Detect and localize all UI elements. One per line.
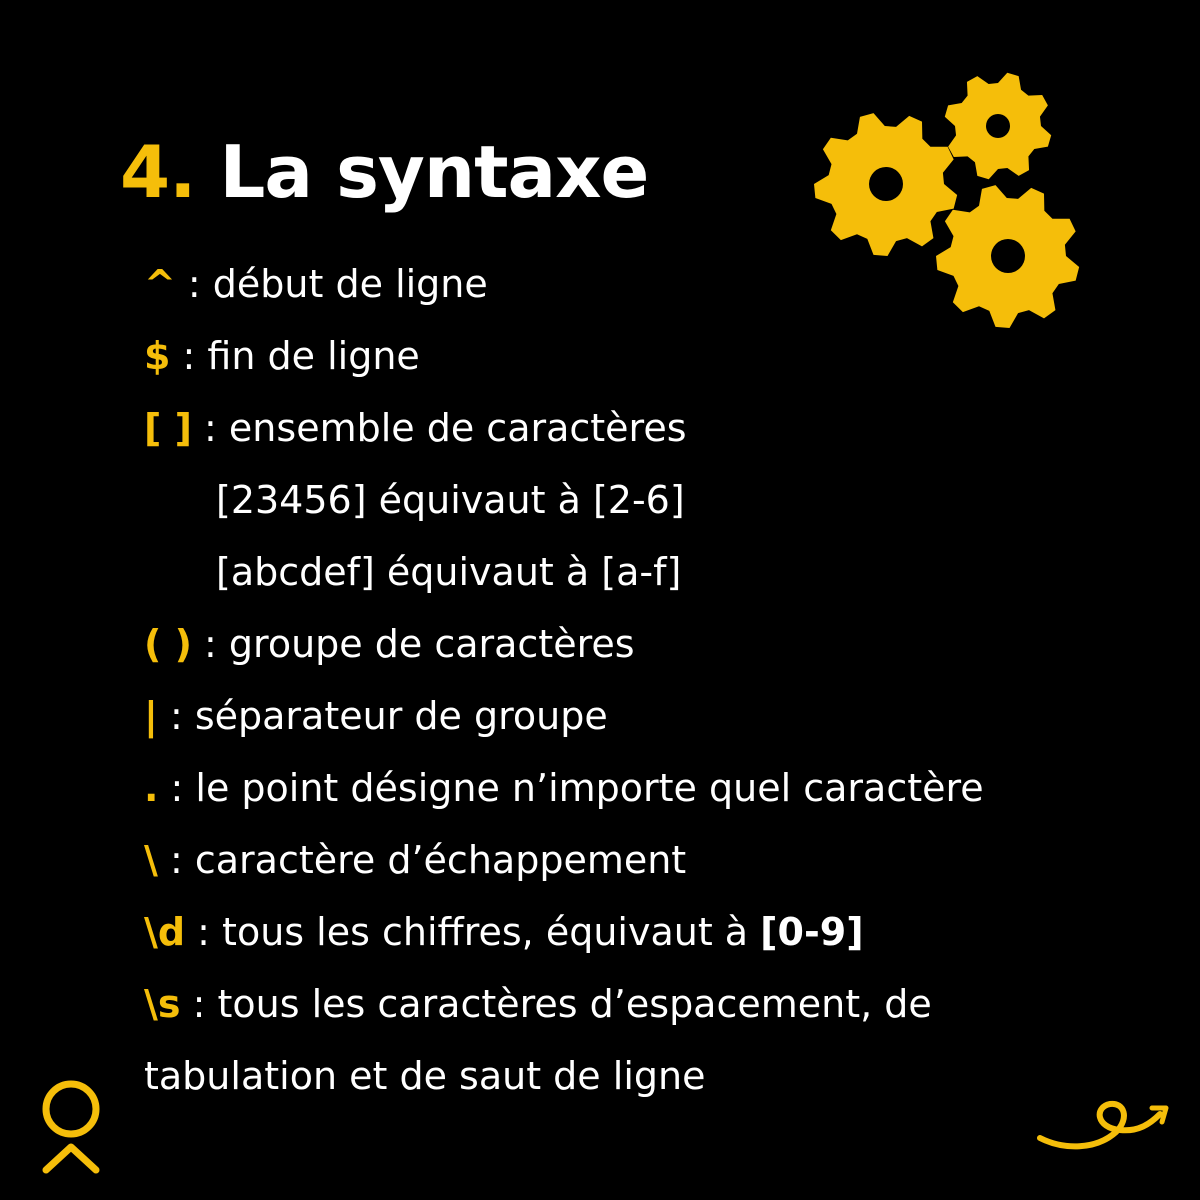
title-number: 4.	[120, 130, 196, 214]
gear-large-icon	[814, 113, 957, 256]
syntax-description: tabulation et de saut de ligne	[144, 1054, 706, 1098]
syntax-example-digits	[144, 464, 1164, 536]
syntax-example-text: [abcdef] équivaut à [a-f]	[216, 550, 682, 594]
syntax-description: : début de ligne	[175, 262, 488, 306]
syntax-range: [0-9]	[760, 910, 864, 954]
syntax-item-space-class-continued	[144, 1040, 1164, 1112]
syntax-description: : le point désigne n’importe quel caractère	[158, 766, 984, 810]
syntax-symbol: \	[144, 838, 158, 882]
syntax-example-letters	[144, 536, 1164, 608]
syntax-symbol: $	[144, 334, 171, 378]
page-title	[120, 128, 648, 216]
syntax-item-backslash	[144, 824, 1164, 896]
syntax-symbol: [ ]	[144, 406, 192, 450]
gear-small-icon	[945, 73, 1051, 179]
person-logo-icon	[38, 1078, 104, 1176]
syntax-description: : fin de ligne	[170, 334, 420, 378]
syntax-symbol: ( )	[144, 622, 192, 666]
syntax-symbol: .	[144, 766, 159, 810]
syntax-list	[144, 248, 1164, 1112]
syntax-item-caret	[144, 248, 1164, 320]
syntax-description: : tous les chiffres, équivaut à	[185, 910, 761, 954]
syntax-item-brackets	[144, 392, 1164, 464]
syntax-description: : tous les caractères d’espacement, de	[180, 982, 932, 1026]
syntax-description: : groupe de caractères	[191, 622, 635, 666]
syntax-description: : séparateur de groupe	[157, 694, 608, 738]
title-text: La syntaxe	[219, 130, 649, 214]
syntax-description: : ensemble de caractères	[191, 406, 687, 450]
syntax-description: : caractère d’échappement	[157, 838, 687, 882]
syntax-item-parentheses	[144, 608, 1164, 680]
syntax-symbol: \d	[144, 910, 186, 954]
syntax-item-pipe	[144, 680, 1164, 752]
syntax-example-text: [23456] équivaut à [2-6]	[216, 478, 685, 522]
syntax-symbol: ^	[144, 262, 176, 306]
syntax-symbol: |	[144, 694, 158, 738]
syntax-item-dot	[144, 752, 1164, 824]
syntax-item-space-class	[144, 968, 1164, 1040]
syntax-item-dollar	[144, 320, 1164, 392]
swirl-arrow-icon	[1034, 1094, 1176, 1160]
syntax-symbol: \s	[144, 982, 181, 1026]
syntax-item-digit-class	[144, 896, 1164, 968]
